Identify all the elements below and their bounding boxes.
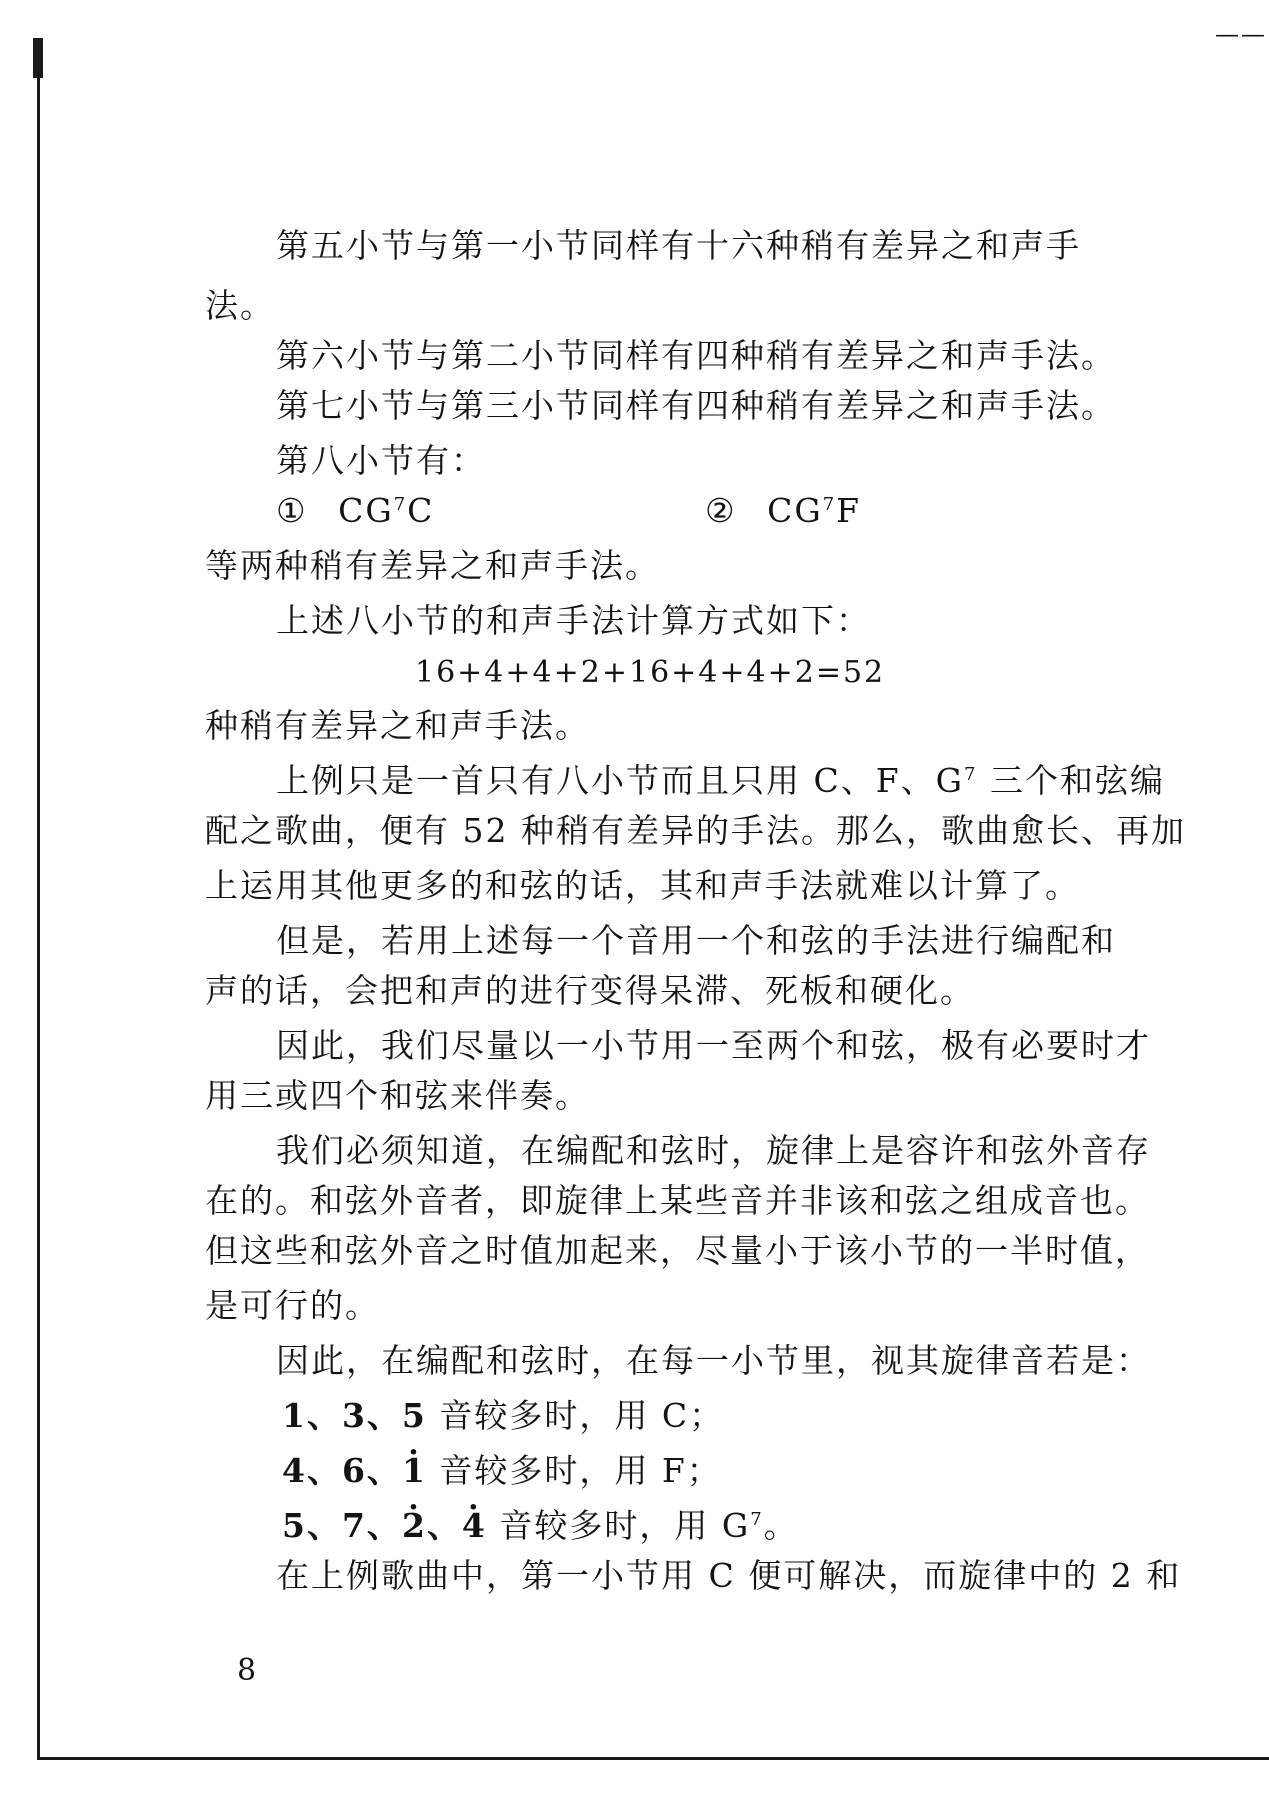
line-21: 是可行的。 xyxy=(205,1286,380,1325)
rule-g7-text-a: 音较多时，用 G xyxy=(486,1506,751,1545)
line-1: 第五小节与第一小节同样有十六种稍有差异之和声手 xyxy=(276,226,1081,265)
left-edge-mark xyxy=(33,38,43,78)
option-1-number: ① xyxy=(276,491,308,530)
line-16: 因此，我们尽量以一小节用一至两个和弦，极有必要时才 xyxy=(276,1026,1151,1065)
line-17: 用三或四个和弦来伴奏。 xyxy=(205,1076,590,1115)
line-26: 在上例歌曲中，第一小节用 C 便可解决，而旋律中的 2 和 xyxy=(276,1556,1182,1595)
option-1 xyxy=(276,491,434,531)
rule-g7-separator: 、 xyxy=(426,1506,462,1545)
bottom-edge-line xyxy=(40,1757,1269,1760)
rule-f-text: 音较多时，用 F； xyxy=(426,1451,722,1490)
rule-g7-notes: 5、7、 xyxy=(282,1506,402,1545)
line-5: 第八小节有： xyxy=(276,441,486,480)
rule-g7-text-b: 。 xyxy=(763,1506,799,1545)
line-4: 第七小节与第三小节同样有四种稍有差异之和声手法。 xyxy=(276,386,1116,425)
option-1-chord-b: C xyxy=(407,491,435,530)
line-15: 声的话，会把和声的进行变得呆滞、死板和硬化。 xyxy=(205,971,975,1010)
option-2-number: ② xyxy=(705,491,737,530)
rule-c xyxy=(282,1396,724,1436)
option-2-chord-sup: 7 xyxy=(822,494,837,515)
line-19: 在的。和弦外音者，即旋律上某些音并非该和弦之组成音也。 xyxy=(205,1181,1150,1220)
line-11-text-a: 上例只是一首只有八小节而且只用 C、F、G xyxy=(276,761,964,800)
line-11-sup: 7 xyxy=(964,764,978,785)
line-14: 但是，若用上述每一个音用一个和弦的手法进行编配和 xyxy=(276,921,1116,960)
option-1-chord-sup: 7 xyxy=(393,494,408,515)
option-2-chord-a: CG xyxy=(767,491,823,530)
line-7: 等两种稍有差异之和声手法。 xyxy=(205,546,660,585)
option-1-chord-a: CG xyxy=(338,491,394,530)
line-12: 配之歌曲，便有 52 种稍有差异的手法。那么，歌曲愈长、再加 xyxy=(205,811,1186,850)
line-13: 上运用其他更多的和弦的话，其和声手法就难以计算了。 xyxy=(205,866,1080,905)
option-2 xyxy=(705,491,861,531)
rule-c-notes: 1、3、5 xyxy=(282,1396,427,1435)
line-11 xyxy=(276,761,1165,801)
line-3: 第六小节与第二小节同样有四种稍有差异之和声手法。 xyxy=(276,336,1116,375)
formula: 16+4+4+2+16+4+4+2=52 xyxy=(415,655,886,690)
line-11-text-b: 三个和弦编 xyxy=(977,761,1165,800)
rule-g7 xyxy=(282,1506,799,1546)
line-2: 法。 xyxy=(205,286,275,325)
rule-f-high-note: · 1 xyxy=(402,1451,427,1491)
option-2-chord-b: F xyxy=(836,491,862,530)
rule-g7-high-note-2: · 4 xyxy=(462,1506,487,1546)
line-20: 但这些和弦外音之时值加起来，尽量小于该小节的一半时值， xyxy=(205,1231,1150,1270)
rule-c-text: 音较多时，用 C； xyxy=(426,1396,725,1435)
rule-g7-high-note-1: · 2 xyxy=(402,1506,427,1546)
line-8: 上述八小节的和声手法计算方式如下： xyxy=(276,601,871,640)
rule-g7-sup: 7 xyxy=(750,1509,764,1530)
corner-mark: —— xyxy=(1215,20,1267,48)
line-18: 我们必须知道，在编配和弦时，旋律上是容许和弦外音存 xyxy=(276,1131,1151,1170)
rule-f xyxy=(282,1451,722,1491)
line-22: 因此，在编配和弦时，在每一小节里，视其旋律音若是： xyxy=(276,1341,1151,1380)
line-10: 种稍有差异之和声手法。 xyxy=(205,706,590,745)
left-binding-edge xyxy=(37,40,40,1760)
page-number: 8 xyxy=(237,1653,259,1688)
rule-f-notes: 4、6、 xyxy=(282,1451,402,1490)
